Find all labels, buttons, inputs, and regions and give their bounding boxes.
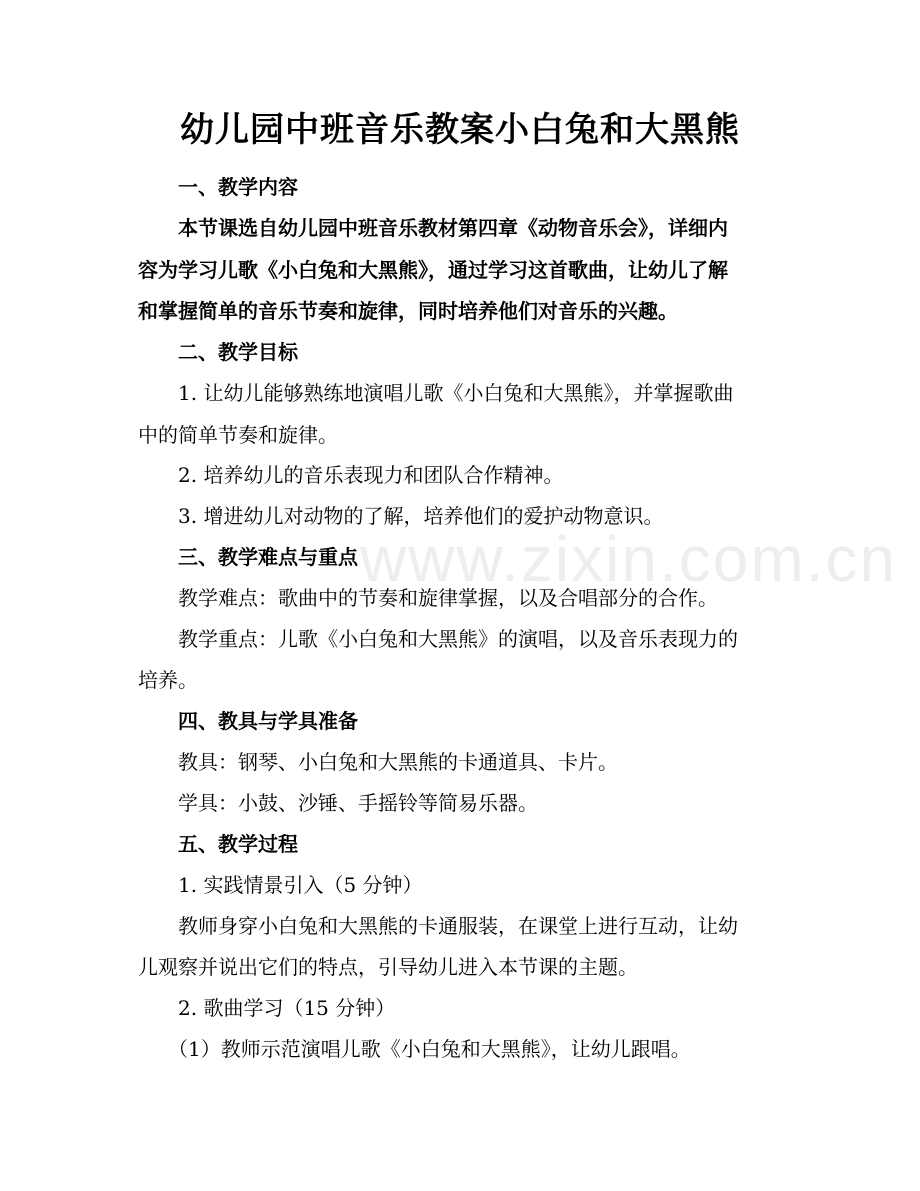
paragraph-line: 本节课选自幼儿园中班音乐教材第四章《动物音乐会》，详细内 xyxy=(178,216,728,240)
page-title: 幼儿园中班音乐教案小白兔和大黑熊 xyxy=(180,110,740,150)
list-item: 2. 培养幼儿的音乐表现力和团队合作精神。 xyxy=(178,463,564,487)
paragraph-line: 儿观察并说出它们的特点，引导幼儿进入本节课的主题。 xyxy=(138,955,638,979)
paragraph-line: 教具：钢琴、小白兔和大黑熊的卡通道具、卡片。 xyxy=(178,750,618,774)
paragraph-line: 培养。 xyxy=(138,668,198,692)
section-heading-materials: 四、教具与学具准备 xyxy=(178,709,358,733)
list-item: 3. 增进幼儿对动物的了解，培养他们的爱护动物意识。 xyxy=(178,504,664,528)
paragraph-line: 容为学习儿歌《小白兔和大黑熊》，通过学习这首歌曲，让幼儿了解 xyxy=(138,258,728,282)
list-item-line: 中的简单节奏和旋律。 xyxy=(138,423,338,447)
paragraph-line: 教师身穿小白兔和大黑熊的卡通服装，在课堂上进行互动，让幼 xyxy=(178,914,738,938)
list-item: 2. 歌曲学习（15 分钟） xyxy=(178,996,396,1020)
list-item-line: 1. 让幼儿能够熟练地演唱儿歌《小白兔和大黑熊》，并掌握歌曲 xyxy=(178,381,734,405)
paragraph-line: 学具：小鼓、沙锤、手摇铃等简易乐器。 xyxy=(178,791,538,815)
paragraph-line: 和掌握简单的音乐节奏和旋律，同时培养他们对音乐的兴趣。 xyxy=(138,299,678,323)
section-heading-objectives: 二、教学目标 xyxy=(178,340,298,364)
section-heading-content: 一、教学内容 xyxy=(178,175,298,199)
section-heading-process: 五、教学过程 xyxy=(178,832,298,856)
paragraph-line: 教学重点：儿歌《小白兔和大黑熊》的演唱，以及音乐表现力的 xyxy=(178,627,738,651)
section-heading-difficulties: 三、教学难点与重点 xyxy=(178,545,358,569)
list-item: （1）教师示范演唱儿歌《小白兔和大黑熊》，让幼儿跟唱。 xyxy=(168,1037,691,1061)
watermark: www.zixin.com.cn xyxy=(360,523,897,595)
paragraph-line: 教学难点：歌曲中的节奏和旋律掌握，以及合唱部分的合作。 xyxy=(178,586,718,610)
list-item: 1. 实践情景引入（5 分钟） xyxy=(178,873,423,897)
